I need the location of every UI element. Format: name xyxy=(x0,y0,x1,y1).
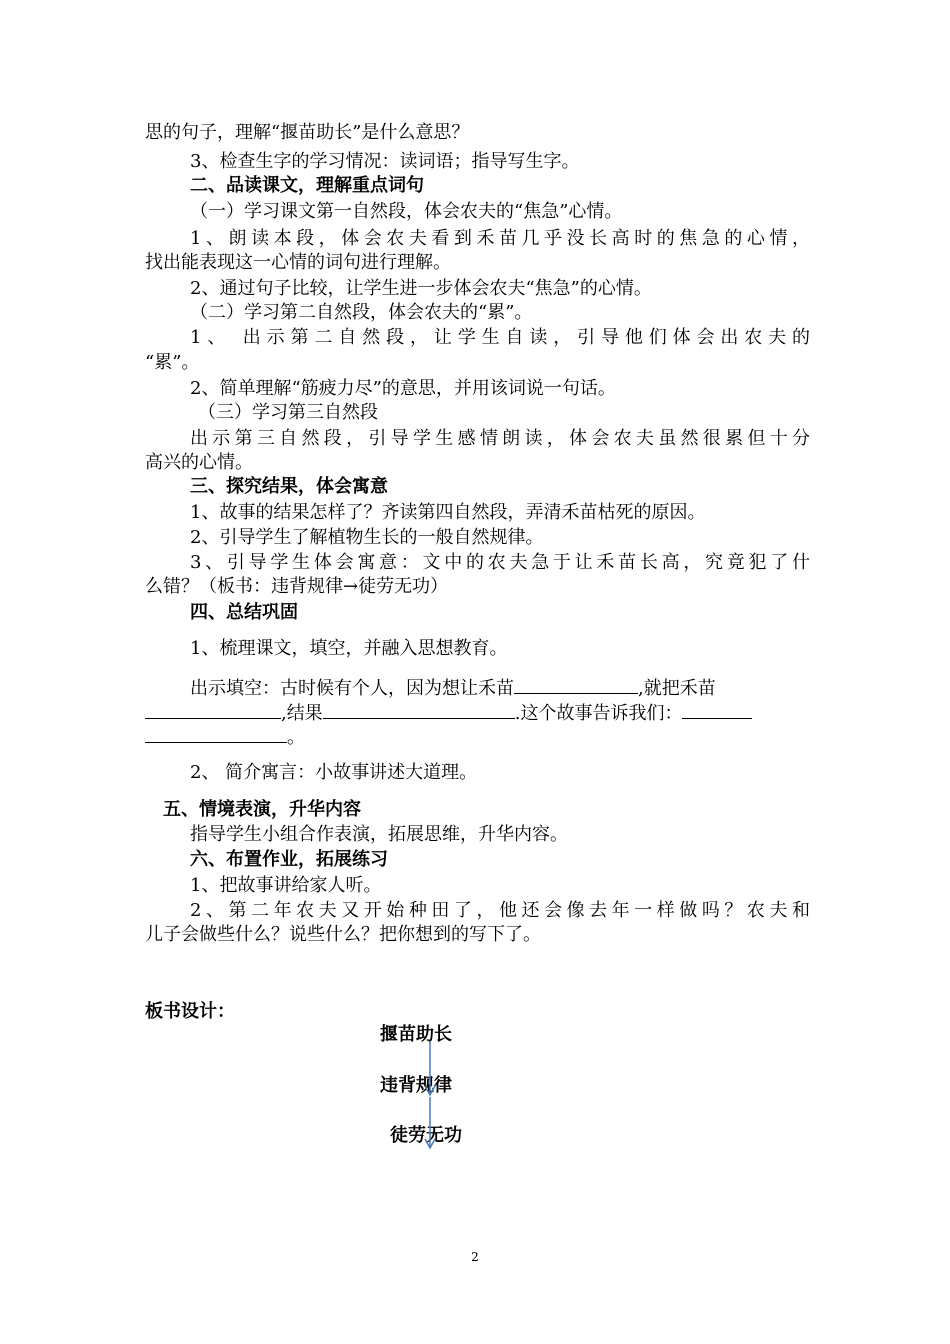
section-heading: 六、布置作业，拓展练习 xyxy=(190,849,388,870)
fill-text: ,结果 xyxy=(281,703,323,724)
text-line: 1、把故事讲给家人听。 xyxy=(190,875,382,896)
text-line: 2、通过句子比较，让学生进一步体会农夫“焦急”的心情。 xyxy=(190,278,652,299)
text-line: 高兴的心情。 xyxy=(145,452,253,473)
text-line: 指导学生小组合作表演，拓展思维，升华内容。 xyxy=(190,824,568,845)
text-line: （一）学习课文第一自然段，体会农夫的“焦急”心情。 xyxy=(190,201,623,222)
fill-text: 出示填空：古时候有个人，因为想让禾苗 xyxy=(190,678,514,699)
section-heading: 四、总结巩固 xyxy=(190,602,298,623)
fill-text: ,就把禾苗 xyxy=(638,678,716,699)
page-number: 2 xyxy=(471,1250,479,1264)
text-line: 2、简单理解“筋疲力尽”的意思，并用该词说一句话。 xyxy=(190,378,616,399)
board-title: 板书设计： xyxy=(145,1001,235,1022)
text-line: 1、朗读本段，体会农夫看到禾苗几乎没长高时的焦急的心情， xyxy=(190,228,810,249)
text-line: 思的句子，理解“揠苗助长”是什么意思？ xyxy=(145,122,470,143)
board-item: 揠苗助长 xyxy=(380,1024,452,1045)
text-line: 2、第二年农夫又开始种田了，他还会像去年一样做吗？农夫和 xyxy=(190,900,810,921)
text-line: 1、故事的结果怎样了？齐读第四自然段，弄清禾苗枯死的原因。 xyxy=(190,502,706,523)
text-line: 儿子会做些什么？说些什么？把你想到的写下了。 xyxy=(145,924,541,945)
section-heading: 三、探究结果，体会寓意 xyxy=(190,476,388,497)
text-line: （二）学习第二自然段，体会农夫的“累”。 xyxy=(190,302,533,323)
section-heading: 二、品读课文，理解重点词句 xyxy=(190,175,424,196)
board-item: 违背规律 xyxy=(380,1075,452,1096)
text-line: 2、引导学生了解植物生长的一般自然规律。 xyxy=(190,527,544,548)
text-line: 1、梳理课文，填空，并融入思想教育。 xyxy=(190,638,508,659)
text-line: 出示第三自然段，引导学生感情朗读，体会农夫虽然很累但十分 xyxy=(190,428,810,449)
section-heading: 五、情境表演，升华内容 xyxy=(163,799,361,820)
fill-text: 。 xyxy=(287,727,305,748)
fill-text: .这个故事告诉我们： xyxy=(514,703,683,724)
text-line: 找出能表现这一心情的词句进行理解。 xyxy=(145,252,451,273)
text-line: 2、 简介寓言：小故事讲述大道理。 xyxy=(190,762,478,783)
text-line: “累”。 xyxy=(145,352,200,373)
board-item: 徒劳无功 xyxy=(390,1125,462,1146)
subsection-heading: （三）学习第三自然段 xyxy=(198,402,378,423)
text-line: 1、 出示第二自然段，让学生自读，引导他们体会出农夫的 xyxy=(190,327,810,348)
text-line: 么错？（板书：违背规律→徒劳无功） xyxy=(145,576,449,597)
text-line: 3、检查生字的学习情况：读词语；指导写生字。 xyxy=(190,151,580,172)
text-line: 3、引导学生体会寓意：文中的农夫急于让禾苗长高，究竟犯了什 xyxy=(190,552,810,573)
